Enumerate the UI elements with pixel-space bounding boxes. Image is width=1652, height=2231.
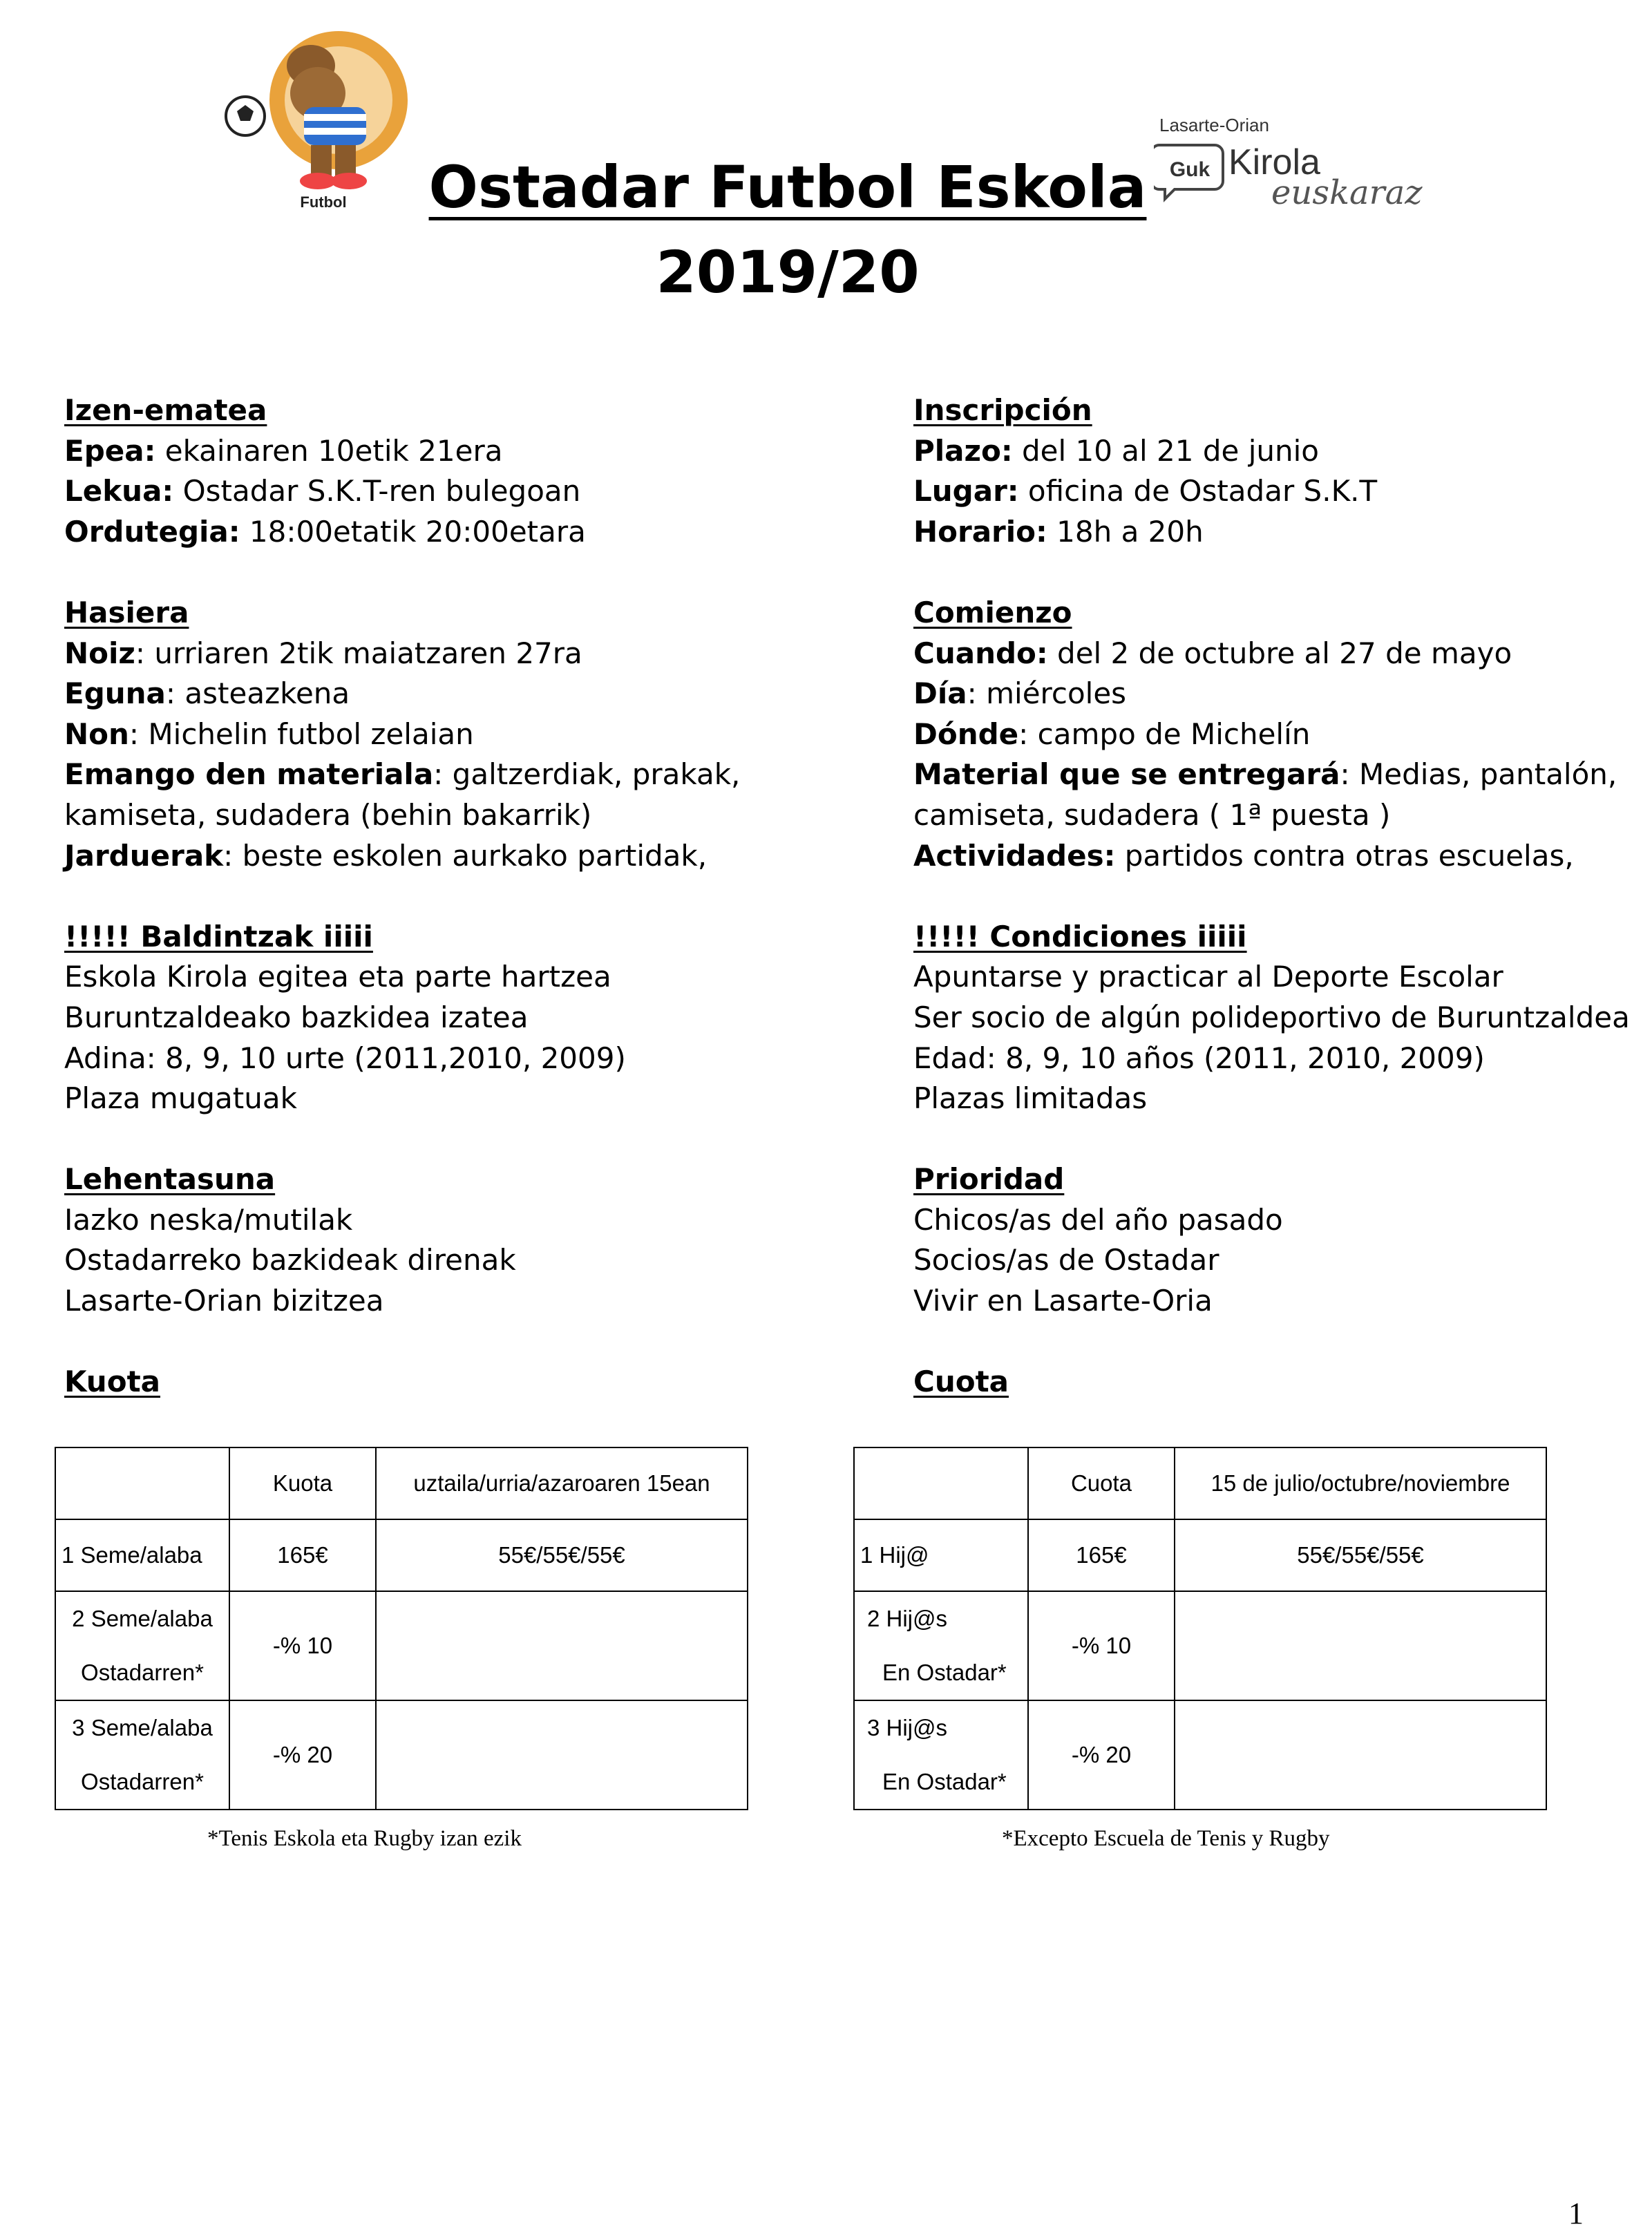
info-row: Material que se entregará: Medias, pantalón, (913, 757, 1617, 792)
info-row: Noiz: urriaren 2tik maiatzaren 27ra (64, 636, 582, 670)
table-cell: -% 10 (1028, 1591, 1175, 1700)
condition-line: Plazas limitadas (913, 1081, 1148, 1116)
priority-line: Iazko neska/mutilak (64, 1202, 353, 1237)
table-cell: 3 Seme/alaba Ostadarren* (55, 1700, 229, 1810)
table-cell: 165€ (1028, 1519, 1175, 1591)
table-row (55, 1519, 748, 1591)
logo-euskaraz: euskaraz (1271, 173, 1423, 212)
table-cell (376, 1591, 748, 1700)
table-cell: 1 Seme/alaba (55, 1519, 229, 1591)
table-row (854, 1591, 1546, 1700)
fee-table-basque (55, 1447, 748, 1810)
logo-guk: Guk (1169, 158, 1210, 181)
priority-line: Socios/as de Ostadar (913, 1243, 1219, 1278)
table-row (854, 1447, 1546, 1519)
registration-heading: Inscripción (913, 393, 1092, 427)
spanish-column (913, 390, 1639, 1403)
footnote: *Tenis Eskola eta Rugby izan ezik (207, 1826, 522, 1851)
table-cell: 2 Hij@s En Ostadar* (854, 1591, 1028, 1700)
table-cell: 2 Seme/alaba Ostadarren* (55, 1591, 229, 1700)
condition-line: Buruntzaldeako bazkidea izatea (64, 1000, 529, 1034)
table-cell: 55€/55€/55€ (1175, 1519, 1546, 1591)
table-cell: 165€ (229, 1519, 376, 1591)
condition-line: Eskola Kirola egitea eta parte hartzea (64, 960, 611, 994)
fee-heading: Kuota (64, 1365, 160, 1399)
table-cell: -% 10 (229, 1591, 376, 1700)
page-number: 1 (1568, 2196, 1584, 2230)
table-header: Kuota (229, 1447, 376, 1519)
info-row: Lugar: oficina de Ostadar S.K.T (913, 474, 1378, 509)
fee-heading: Cuota (913, 1365, 1009, 1399)
condition-line: Apuntarse y practicar al Deporte Escolar (913, 960, 1503, 994)
info-row: Non: Michelin futbol zelaian (64, 716, 474, 751)
info-row: kamiseta, sudadera (behin bakarrik) (64, 797, 592, 832)
condition-line: Ser socio de algún polideportivo de Buruntzaldea (913, 1000, 1630, 1034)
table-cell: 3 Hij@s En Ostadar* (854, 1700, 1028, 1810)
page-title: Ostadar Futbol Eskola (428, 153, 1147, 221)
table-cell (1175, 1700, 1546, 1810)
start-heading: Comienzo (913, 595, 1072, 629)
priority-heading: Lehentasuna (64, 1162, 276, 1197)
info-row: Emango den materiala: galtzerdiak, prakak, (64, 757, 741, 792)
priority-line: Chicos/as del año pasado (913, 1202, 1283, 1237)
priority-line: Ostadarreko bazkideak direnak (64, 1243, 516, 1278)
table-row (854, 1519, 1546, 1591)
registration-heading: Izen-ematea (64, 393, 267, 427)
priority-line: Lasarte-Orian bizitzea (64, 1284, 384, 1318)
info-row: camiseta, sudadera ( 1ª puesta ) (913, 797, 1391, 832)
info-row: Epea: ekainaren 10etik 21era (64, 433, 503, 468)
start-heading: Hasiera (64, 595, 189, 629)
table-cell: 55€/55€/55€ (376, 1519, 748, 1591)
logo-town: Lasarte-Orian (1159, 115, 1269, 135)
table-row (55, 1447, 748, 1519)
season-year: 2019/20 (656, 238, 920, 306)
conditions-heading: !!!!! Baldintzak iiiii (64, 919, 373, 953)
info-row: Jarduerak: beste eskolen aurkako partidak, (64, 838, 708, 873)
priority-heading: Prioridad (913, 1162, 1065, 1197)
table-header: uztaila/urria/azaroaren 15ean (376, 1447, 748, 1519)
basque-column (64, 390, 859, 1403)
conditions-heading: !!!!! Condiciones iiiii (913, 919, 1247, 953)
table-cell (376, 1700, 748, 1810)
table-header: 15 de julio/octubre/noviembre (1175, 1447, 1546, 1519)
condition-line: Adina: 8, 9, 10 urte (2011,2010, 2009) (64, 1041, 626, 1075)
table-cell: -% 20 (229, 1700, 376, 1810)
footnote: *Excepto Escuela de Tenis y Rugby (1002, 1826, 1330, 1851)
table-cell (854, 1447, 1028, 1519)
info-row: Lekua: Ostadar S.K.T-ren bulegoan (64, 474, 581, 509)
info-row: Dónde: campo de Michelín (913, 716, 1311, 751)
info-row: Horario: 18h a 20h (913, 514, 1204, 549)
info-row: Cuando: del 2 de octubre al 27 de mayo (913, 636, 1512, 670)
condition-line: Plaza mugatuak (64, 1081, 297, 1116)
logo-kirola: Kirola (1228, 142, 1320, 182)
info-row: Ordutegia: 18:00etatik 20:00etara (64, 514, 586, 549)
table-row (55, 1700, 748, 1810)
logo-caption: Futbol (300, 193, 347, 211)
info-row: Plazo: del 10 al 21 de junio (913, 433, 1319, 468)
info-row: Día: miércoles (913, 676, 1127, 711)
fee-table-spanish (853, 1447, 1547, 1810)
condition-line: Edad: 8, 9, 10 años (2011, 2010, 2009) (913, 1041, 1485, 1075)
table-cell (1175, 1591, 1546, 1700)
table-header: Cuota (1028, 1447, 1175, 1519)
table-row (854, 1700, 1546, 1810)
table-row (55, 1591, 748, 1700)
table-cell: 1 Hij@ (854, 1519, 1028, 1591)
table-cell (55, 1447, 229, 1519)
table-cell: -% 20 (1028, 1700, 1175, 1810)
info-row: Eguna: asteazkena (64, 676, 350, 711)
info-row: Actividades: partidos contra otras escuelas, (913, 838, 1574, 873)
priority-line: Vivir en Lasarte-Oria (913, 1284, 1213, 1318)
